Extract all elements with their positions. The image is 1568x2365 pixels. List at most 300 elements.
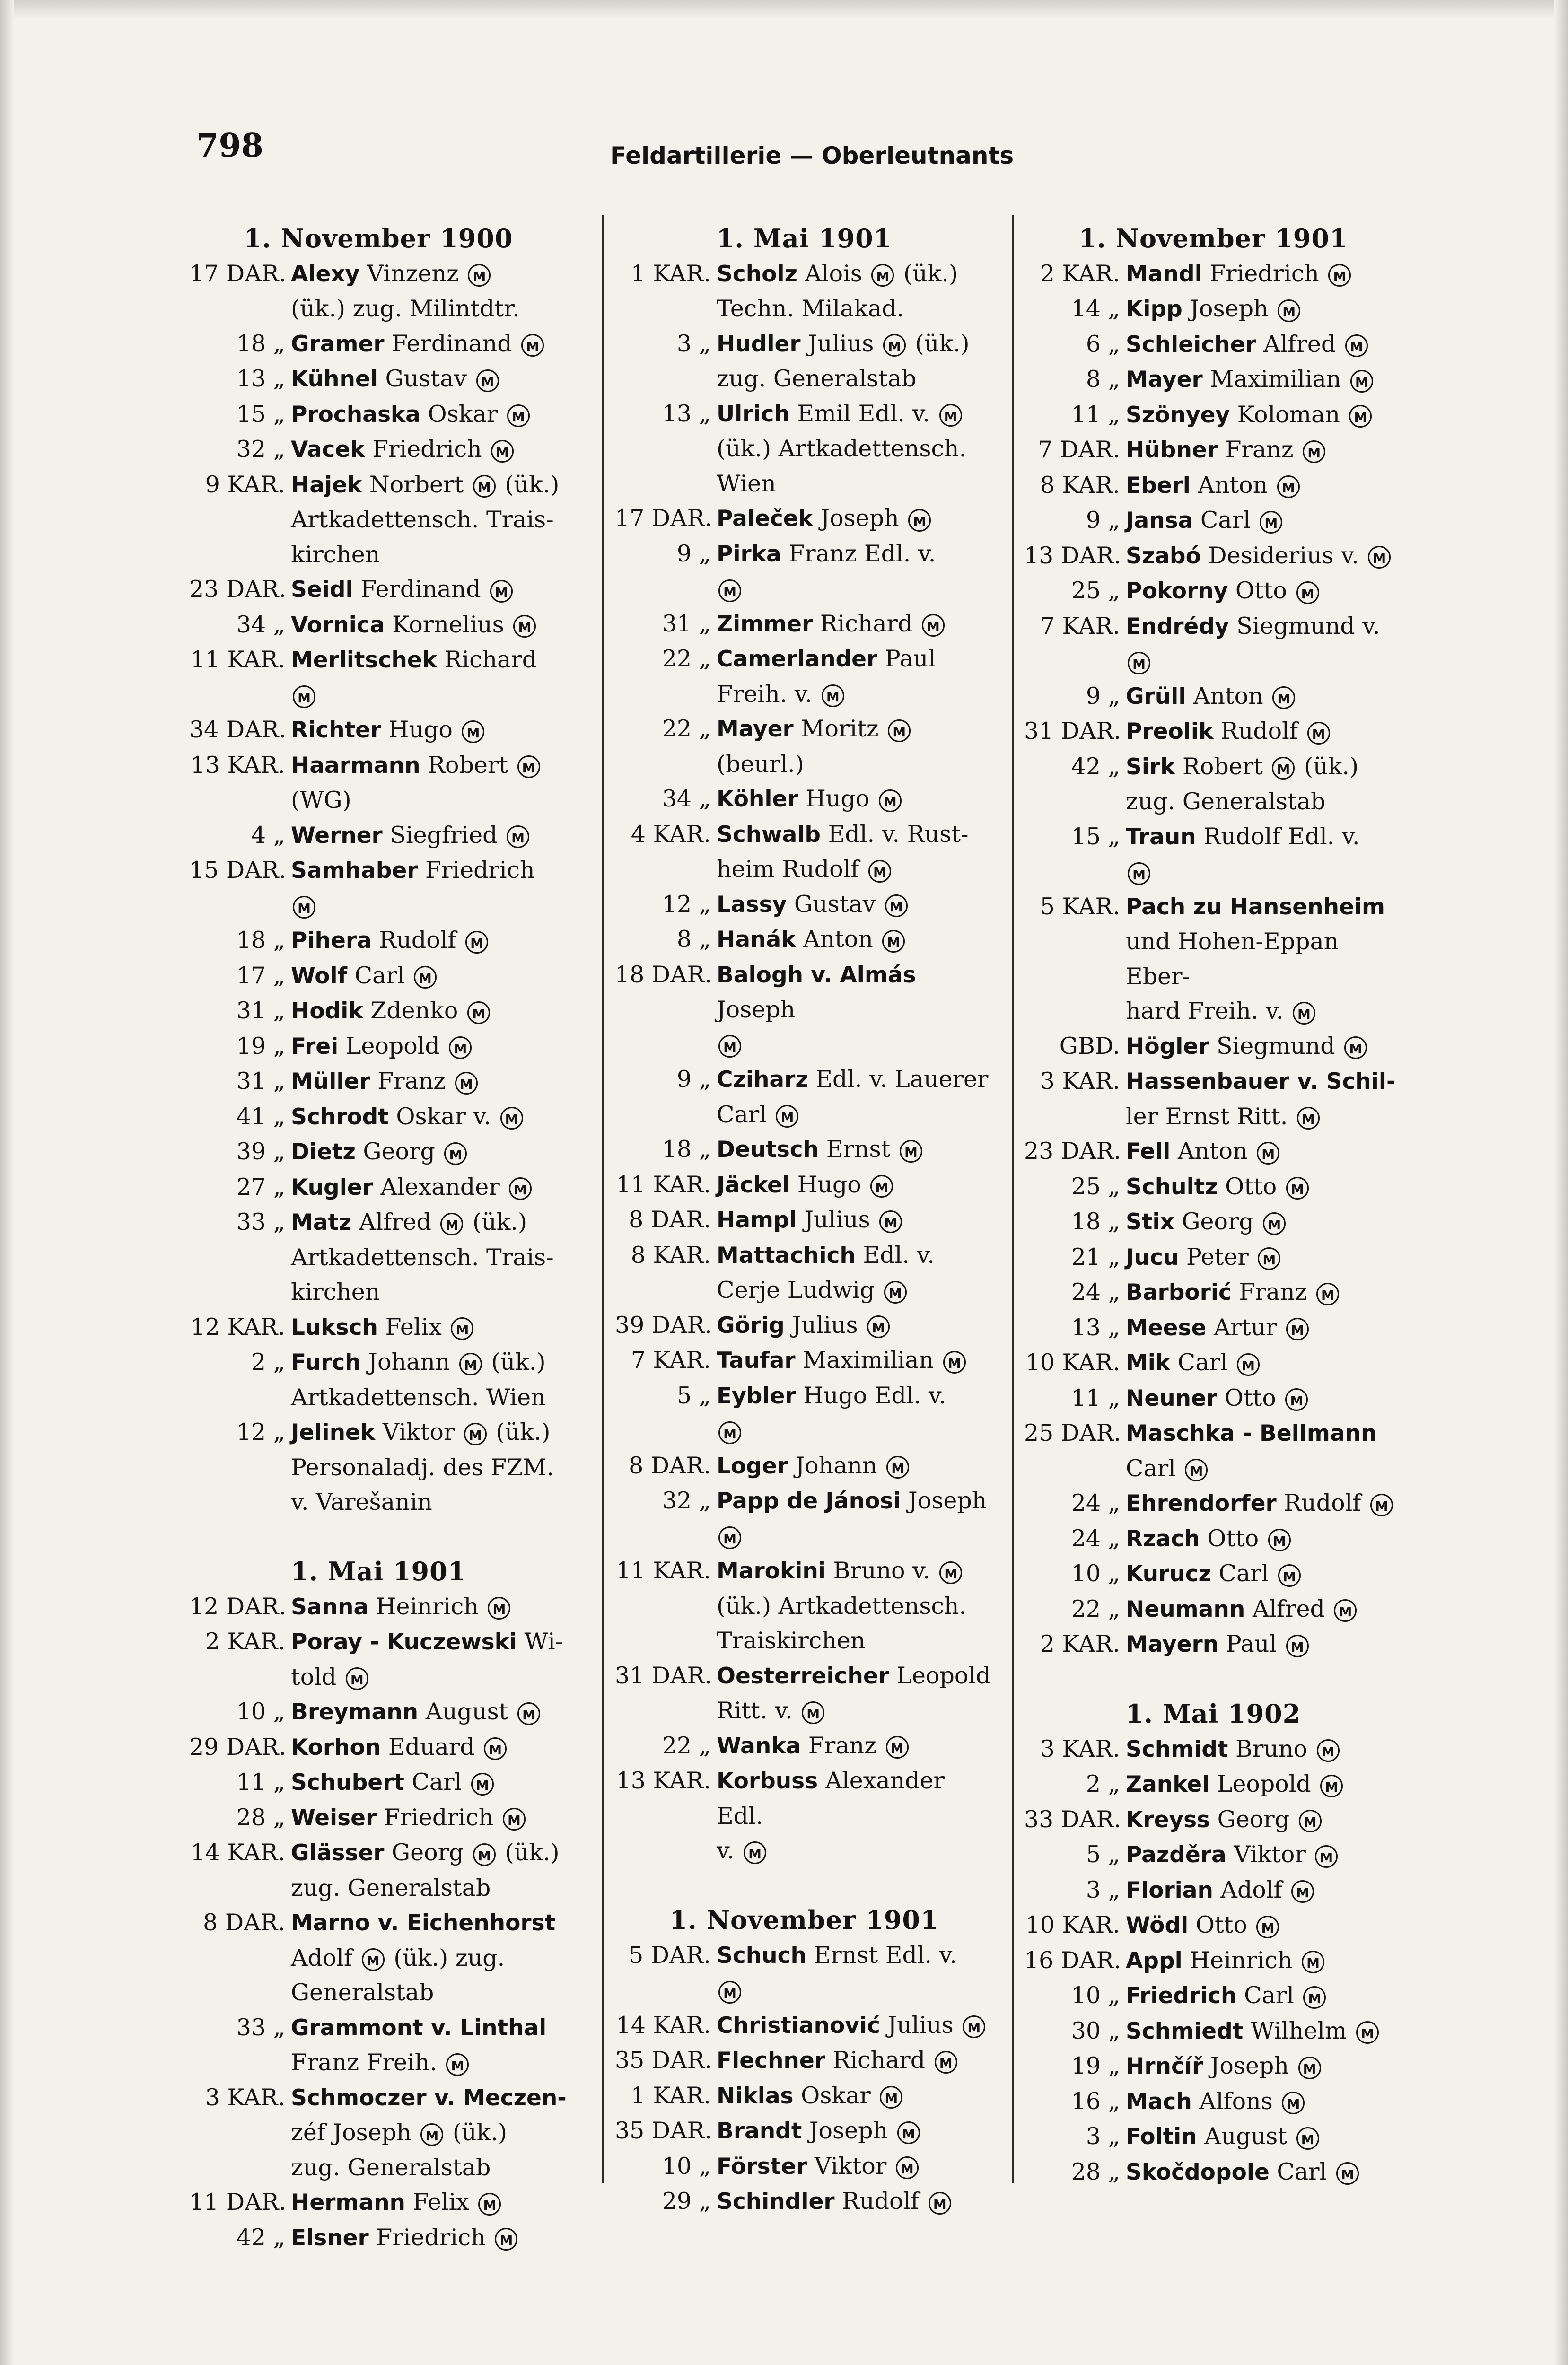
entry-regiment: 7 KAR. — [631, 1347, 711, 1374]
officer-surname: Mayer — [1126, 367, 1203, 393]
entry-body — [717, 817, 993, 887]
entry-body — [717, 887, 993, 922]
entry-body — [1126, 1345, 1402, 1381]
officer-entry — [189, 467, 568, 572]
officer-entry — [615, 1202, 993, 1238]
entry-regiment: 11 „ — [236, 1769, 285, 1796]
medal-icon: M — [464, 1423, 487, 1445]
officer-entry — [1024, 327, 1402, 362]
entry-line — [291, 1415, 568, 1450]
entry-line — [1126, 1592, 1402, 1627]
medal-icon: M — [507, 825, 529, 848]
officer-entry — [189, 1170, 568, 1205]
entry-regiment: 8 DAR. — [629, 1452, 711, 1479]
officer-given-names: Viktor — [807, 2152, 894, 2180]
entry-regiment: 28 „ — [1071, 2158, 1120, 2185]
entry-regiment: 2 „ — [1086, 1770, 1120, 1797]
entry-regiment: 13 „ — [1071, 1314, 1120, 1341]
medal-icon: M — [478, 2193, 501, 2216]
medal-icon: M — [1334, 1599, 1357, 1622]
entry-body — [291, 1064, 568, 1099]
entry-continuation: Artkadettensch. Wien — [291, 1384, 546, 1411]
medal-icon: M — [1299, 1810, 1322, 1832]
entry-body — [717, 2184, 993, 2219]
officer-entry — [189, 1800, 568, 1836]
medal-icon: M — [473, 1843, 496, 1866]
officer-entry — [615, 1062, 993, 1132]
entry-regiment: 12 „ — [236, 1419, 285, 1445]
officer-entry — [189, 432, 568, 467]
entry-regiment: 10 „ — [1071, 1560, 1120, 1587]
officer-surname: Kühnel — [291, 366, 378, 392]
entry-line — [291, 1730, 568, 1765]
officer-given-names: Adolf — [1213, 1876, 1290, 1903]
entry-regiment: 25 „ — [1071, 1173, 1120, 1200]
entry-regiment: 14 KAR. — [616, 2011, 711, 2039]
entry-body — [717, 396, 993, 501]
entry-body — [1126, 1240, 1402, 1275]
entry-body — [717, 1483, 993, 1553]
officer-entry — [1024, 1732, 1402, 1767]
officer-remark: (ük.) — [488, 1419, 551, 1445]
entry-line — [1126, 468, 1402, 503]
medal-icon: M — [1316, 1283, 1339, 1305]
medal-icon: M — [1349, 405, 1372, 428]
officer-entry — [615, 817, 993, 887]
officer-given-names: Georg — [355, 1138, 443, 1165]
officer-surname: Eberl — [1126, 472, 1191, 499]
officer-remark: (ük.) — [896, 260, 958, 287]
officer-given-names: Alfred — [1256, 330, 1343, 358]
medal-icon: M — [1303, 1986, 1326, 2009]
officer-given-names: Franz — [801, 1732, 884, 1759]
entry-line — [717, 2043, 993, 2078]
officer-surname: Wödl — [1126, 1912, 1189, 1938]
officer-surname: Eybler — [717, 1383, 796, 1409]
entry-body — [1126, 327, 1402, 362]
officer-given-names: Carl — [1170, 1349, 1235, 1376]
officer-surname: Pazděra — [1126, 1842, 1226, 1868]
entry-body — [1126, 1802, 1402, 1838]
medal-icon: M — [1315, 1845, 1338, 1868]
entry-body — [1126, 1275, 1402, 1310]
officer-entry — [615, 2184, 993, 2219]
officer-given-names: Ferdinand — [384, 330, 520, 357]
entry-line — [717, 1658, 993, 1694]
officer-given-names: Franz — [370, 1068, 453, 1095]
medal-icon: M — [484, 1737, 507, 1760]
entry-regiment: 42 „ — [236, 2224, 285, 2251]
entry-body — [1126, 1732, 1402, 1767]
entry-regiment: 4 „ — [251, 821, 285, 849]
officer-entry — [189, 397, 568, 432]
medal-icon: M — [491, 440, 514, 463]
entry-regiment: 29 DAR. — [189, 1733, 287, 1761]
entry-continuation: Franz Freih. M — [291, 2045, 568, 2080]
officer-entry — [615, 1132, 993, 1167]
entry-regiment: 4 KAR. — [631, 820, 711, 848]
entry-regiment: 7 DAR. — [1038, 436, 1120, 463]
section-heading: 1. November 1900 — [244, 223, 513, 254]
officer-surname: Görig — [717, 1312, 785, 1339]
medal-icon: M — [888, 719, 911, 742]
entry-regiment: 22 „ — [1071, 1595, 1120, 1622]
officer-given-names: Alexander — [373, 1173, 508, 1200]
officer-given-names: Anton — [1170, 1138, 1255, 1165]
officer-entry — [189, 1415, 568, 1520]
officer-entry — [615, 711, 993, 781]
entry-regiment: 14 „ — [1071, 295, 1120, 322]
entry-regiment: 13 KAR. — [190, 751, 285, 779]
officer-surname: Wolf — [291, 963, 348, 989]
entry-body — [291, 1029, 568, 1064]
entry-line — [1126, 1943, 1402, 1979]
entry-line — [717, 1553, 993, 1589]
entry-regiment: 34 DAR. — [189, 716, 287, 743]
entry-regiment: 13 KAR. — [616, 1767, 711, 1794]
officer-given-names: Paul — [877, 645, 936, 672]
column-2 — [615, 221, 993, 2219]
medal-icon: M — [467, 1001, 490, 1024]
entry-line — [1126, 432, 1402, 468]
medal-icon: M — [1328, 264, 1351, 287]
entry-line — [1126, 2014, 1402, 2049]
officer-remark: (ük.) — [483, 1349, 546, 1375]
entry-body — [291, 1415, 568, 1520]
entry-regiment: 3 KAR. — [1040, 1735, 1120, 1762]
officer-given-names: Otto — [1217, 1384, 1284, 1411]
officer-given-names: Anton — [1186, 682, 1271, 710]
officer-given-names: Viktor — [375, 1419, 462, 1445]
officer-entry — [189, 853, 568, 923]
officer-entry — [615, 1378, 993, 1448]
officer-given-names: Ferdinand — [353, 576, 489, 603]
running-head: Feldartillerie — Oberleutnants — [610, 142, 1014, 169]
entry-body — [1126, 1416, 1402, 1486]
officer-given-names: Siegfried — [382, 821, 505, 849]
officer-given-names: Alexander Edl. — [717, 1767, 945, 1830]
entry-line — [291, 2080, 568, 2116]
officer-entry — [1024, 503, 1402, 538]
officer-given-names: Joseph — [1203, 2052, 1296, 2079]
officer-surname: Schwalb — [717, 821, 821, 848]
entry-regiment: 11 „ — [1071, 1384, 1120, 1411]
entry-regiment: 7 KAR. — [1040, 612, 1120, 639]
officer-surname: Endrédy — [1126, 613, 1229, 639]
officer-surname: Hübner — [1126, 437, 1218, 463]
medal-icon: M — [1297, 1107, 1320, 1130]
officer-entry — [189, 1730, 568, 1765]
entry-line — [1126, 2119, 1402, 2155]
entry-line — [717, 606, 993, 642]
entry-body — [291, 1624, 568, 1694]
officer-surname: Niklas — [717, 2083, 794, 2109]
entry-body — [1126, 1064, 1402, 1134]
entry-continuation — [717, 1519, 993, 1554]
officer-surname: Hermann — [291, 2190, 405, 2216]
entry-body — [291, 2010, 568, 2080]
entry-body — [291, 397, 568, 432]
officer-given-names: Ernst — [819, 1136, 898, 1163]
medal-icon: M — [503, 1808, 526, 1831]
officer-entry — [1024, 538, 1402, 574]
entry-body — [291, 256, 568, 326]
officer-surname: Kurucz — [1126, 1561, 1211, 1587]
officer-given-names: Oskar — [420, 400, 505, 428]
entry-body — [717, 1062, 993, 1132]
entry-body — [291, 1345, 568, 1415]
entry-line — [291, 607, 568, 643]
medal-icon: M — [884, 1281, 907, 1304]
medal-icon: M — [455, 1072, 478, 1095]
officer-given-names: Maximilian — [1202, 366, 1349, 393]
entry-continuation: Personaladj. des FZM. — [291, 1454, 554, 1481]
officer-surname: Florian — [1126, 1877, 1213, 1903]
officer-given-names: Carl — [1236, 1982, 1302, 2009]
entry-body — [717, 1658, 993, 1728]
entry-line — [1126, 2155, 1402, 2190]
officer-surname: Hampl — [717, 1207, 797, 1233]
officer-entry — [615, 1763, 993, 1868]
entry-body — [291, 1905, 568, 2010]
entry-regiment: 29 „ — [662, 2188, 711, 2215]
entry-line — [1126, 1978, 1402, 2014]
officer-given-names: Edl. v. Lauerer — [808, 1066, 989, 1093]
officer-entry — [615, 922, 993, 957]
medal-icon: M — [459, 1353, 482, 1375]
entry-continuation — [1126, 854, 1402, 889]
officer-surname: Camerlander — [717, 646, 878, 672]
entry-line — [717, 817, 993, 852]
entry-regiment: 15 DAR. — [189, 857, 287, 884]
entry-continuation: zug. Generalstab — [1126, 788, 1326, 815]
entry-regiment: 19 „ — [236, 1032, 285, 1060]
officer-surname: Prochaska — [291, 401, 420, 428]
officer-given-names: Joseph — [802, 2117, 895, 2144]
entry-regiment: 12 DAR. — [189, 1593, 287, 1620]
medal-icon: M — [473, 475, 496, 498]
entry-body — [1126, 362, 1402, 397]
entry-line — [1126, 609, 1402, 644]
entry-body — [291, 923, 568, 958]
entry-continuation: told M — [291, 1660, 568, 1695]
entry-regiment: 5 „ — [676, 1382, 711, 1409]
entry-body — [291, 853, 568, 923]
medal-icon: M — [1268, 1529, 1291, 1551]
medal-icon: M — [1272, 686, 1295, 709]
entry-line — [717, 1132, 993, 1167]
entry-line — [1126, 1240, 1402, 1275]
entry-body — [1126, 2119, 1402, 2155]
medal-icon: M — [1293, 1002, 1315, 1025]
medal-icon: M — [879, 789, 902, 812]
entry-line — [717, 501, 993, 536]
entry-regiment: 9 „ — [1086, 682, 1120, 710]
medal-icon: M — [718, 1526, 741, 1549]
medal-icon: M — [880, 2086, 902, 2109]
officer-entry — [1024, 889, 1402, 1029]
entry-body — [291, 432, 568, 467]
officer-surname: Schindler — [717, 2189, 835, 2215]
entry-line — [291, 748, 568, 783]
entry-regiment: 31 DAR. — [615, 1662, 712, 1689]
officer-given-names: Gustav — [787, 890, 883, 918]
medal-icon: M — [517, 755, 540, 778]
officer-entry — [1024, 1275, 1402, 1310]
officer-given-names: Richard — [437, 646, 537, 673]
medal-icon: M — [1282, 2092, 1305, 2114]
officer-given-names: Zdenko — [363, 997, 465, 1024]
officer-surname: Luksch — [291, 1314, 378, 1340]
medal-icon: M — [939, 404, 962, 427]
officer-given-names: Vinzenz — [359, 260, 466, 287]
section-heading: 1. Mai 1901 — [290, 1556, 466, 1586]
officer-given-names: Siegmund v. — [1229, 612, 1380, 639]
officer-surname: Barborić — [1126, 1279, 1232, 1305]
entry-line — [717, 641, 993, 677]
entry-regiment: 12 KAR. — [190, 1313, 285, 1340]
entry-line — [1126, 1732, 1402, 1767]
officer-surname: Foltin — [1126, 2124, 1197, 2150]
officer-surname: Jäckel — [717, 1172, 790, 1198]
officer-given-names: Norbert — [362, 471, 471, 498]
entry-regiment: 19 „ — [1071, 2052, 1120, 2079]
officer-given-names: Alois — [797, 260, 870, 287]
entry-line — [1126, 291, 1402, 327]
entry-continuation: zug. Generalstab — [291, 1874, 491, 1901]
medal-icon: M — [718, 1035, 741, 1058]
officer-remark: (ük.) — [465, 1209, 527, 1235]
entry-continuation: v. Varešanin — [291, 1489, 432, 1515]
entry-body — [1126, 1873, 1402, 1908]
entry-regiment: 2 KAR. — [1040, 1630, 1120, 1657]
officer-given-names: Emil Edl. v. — [789, 400, 937, 427]
medal-icon: M — [867, 1315, 890, 1338]
entry-body — [717, 2043, 993, 2078]
officer-entry — [1024, 397, 1402, 433]
entry-regiment: 8 „ — [676, 926, 711, 953]
medal-icon: M — [513, 615, 536, 638]
entry-body — [1126, 468, 1402, 503]
officer-surname: Neuner — [1126, 1385, 1218, 1411]
officer-surname: Breymann — [291, 1699, 419, 1725]
officer-surname: Haarmann — [291, 752, 420, 779]
entry-regiment: 11 KAR. — [616, 1557, 711, 1584]
officer-surname: Preolik — [1126, 718, 1214, 745]
officer-entry — [615, 781, 993, 817]
medal-icon: M — [929, 2192, 951, 2215]
officer-entry — [615, 887, 993, 922]
officer-entry — [615, 536, 993, 606]
medal-icon: M — [802, 1701, 824, 1724]
entry-body — [291, 1694, 568, 1730]
entry-body — [291, 1589, 568, 1625]
entry-line — [291, 1345, 568, 1380]
entry-regiment: 9 „ — [676, 1066, 711, 1093]
officer-given-names: Artur — [1206, 1314, 1285, 1341]
officer-entry — [1024, 1134, 1402, 1169]
officer-surname: Mandl — [1126, 261, 1202, 287]
entry-continuation: zug. Generalstab — [291, 2154, 491, 2181]
officer-surname: Rzach — [1126, 1525, 1200, 1552]
officer-surname: Appl — [1126, 1947, 1183, 1974]
entry-body — [1126, 1486, 1402, 1521]
entry-body — [291, 607, 568, 643]
officer-given-names: Desiderius v. — [1200, 542, 1367, 569]
medal-icon: M — [1320, 1775, 1343, 1797]
officer-surname: Szabó — [1126, 543, 1201, 569]
entry-line — [291, 467, 568, 503]
officer-surname: Ehrendorfer — [1126, 1490, 1277, 1516]
section-gap — [615, 1868, 993, 1903]
entry-body — [1126, 1908, 1402, 1943]
officer-surname: Schubert — [291, 1769, 404, 1796]
officer-given-names: Hugo — [798, 785, 877, 812]
entry-body — [717, 781, 993, 817]
officer-surname: Lassy — [717, 891, 787, 918]
medal-icon: M — [1345, 334, 1368, 357]
officer-given-names: Otto — [1200, 1524, 1266, 1552]
column-rule — [602, 215, 604, 2183]
entry-regiment: 6 „ — [1086, 330, 1120, 358]
officer-entry — [615, 2008, 993, 2043]
entry-regiment: 35 DAR. — [615, 2117, 712, 2144]
entry-regiment: 8 „ — [1086, 366, 1120, 393]
officer-entry — [1024, 1592, 1402, 1627]
entry-line — [291, 2185, 568, 2220]
medal-icon: M — [1257, 1142, 1279, 1165]
medal-icon: M — [943, 1351, 966, 1374]
officer-entry — [189, 1205, 568, 1310]
officer-surname: Högler — [1126, 1033, 1209, 1060]
section-heading: 1. November 1901 — [669, 1905, 939, 1935]
officer-surname: Förster — [717, 2153, 807, 2180]
officer-entry — [615, 1167, 993, 1203]
officer-given-names: Viktor — [1226, 1841, 1314, 1868]
entry-regiment: 27 „ — [236, 1173, 285, 1200]
medal-icon: M — [476, 369, 499, 392]
officer-given-names: Rudolf — [1276, 1489, 1368, 1516]
entry-line — [291, 1099, 568, 1135]
entry-line — [1126, 362, 1402, 397]
medal-icon: M — [1350, 370, 1373, 393]
entry-body — [1126, 1943, 1402, 1979]
entry-regiment: 8 KAR. — [631, 1241, 711, 1269]
officer-given-names: Georg — [384, 1839, 472, 1866]
entry-regiment: 10 „ — [1071, 1982, 1120, 2009]
officer-surname: Köhler — [717, 786, 798, 812]
medal-icon: M — [490, 580, 513, 603]
officer-entry — [1024, 679, 1402, 714]
officer-surname: Hrnčíř — [1126, 2053, 1203, 2079]
entry-regiment: 16 DAR. — [1024, 1946, 1121, 1974]
officer-surname: Pokorny — [1126, 578, 1228, 604]
officer-entry — [189, 642, 568, 712]
entry-line — [1126, 1873, 1402, 1908]
entry-continuation: Artkadettensch. Trais- — [291, 1244, 554, 1271]
officer-given-names: Otto — [1228, 577, 1295, 604]
entry-line — [1126, 819, 1402, 855]
officer-surname: Schmiedt — [1126, 2018, 1244, 2044]
entry-line — [1126, 2084, 1402, 2120]
entry-continuation: Wien — [717, 470, 776, 497]
officer-given-names: Carl — [404, 1769, 469, 1796]
officer-remark: (ük.) — [1296, 753, 1359, 780]
entry-line — [717, 922, 993, 957]
officer-surname: Traun — [1126, 823, 1196, 850]
officer-given-names: Bruno v. — [825, 1557, 938, 1584]
medal-icon: M — [1302, 1951, 1324, 1973]
